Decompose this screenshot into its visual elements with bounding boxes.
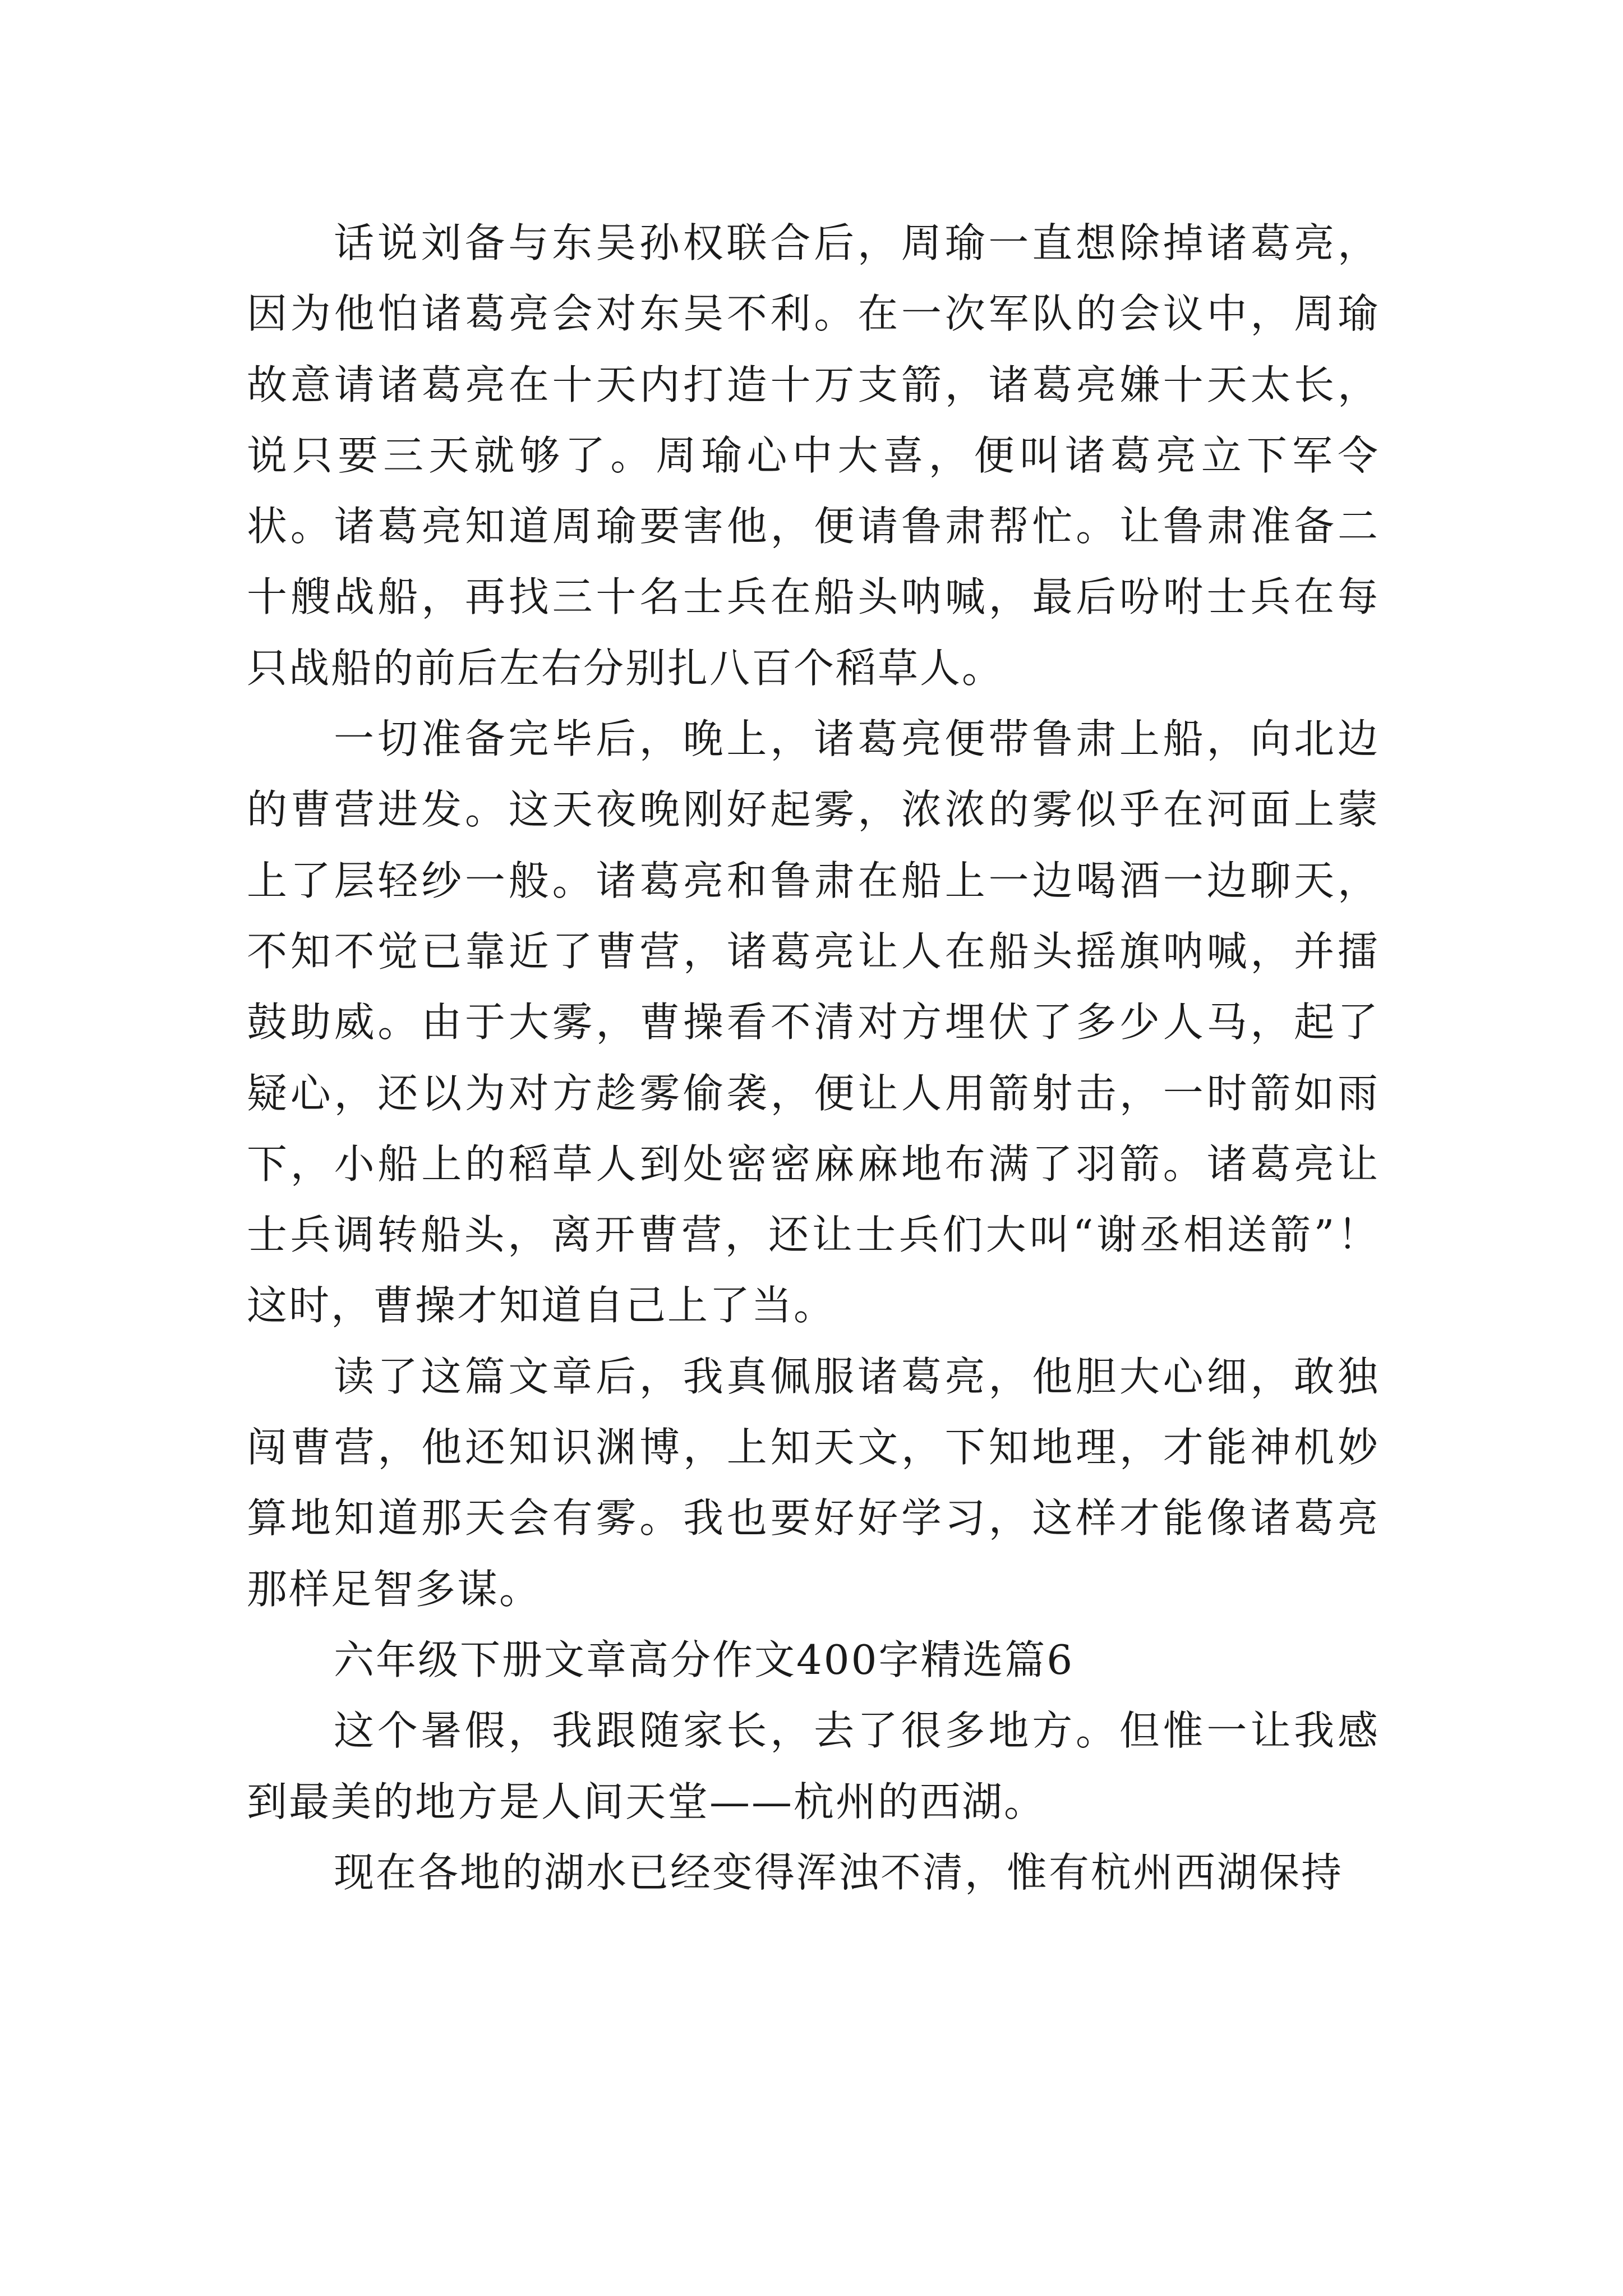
paragraph-2: 一切准备完毕后，晚上，诸葛亮便带鲁肃上船，向北边的曹营进发。这天夜晚刚好起雾，浓浓的雾似乎在河面上蒙上了层轻纱一般。诸葛亮和鲁肃在船上一边喝酒一边聊天，不知不觉已靠近了曹营，诸葛亮让人在船头摇旗呐喊，并擂鼓助威。由于大雾，曹操看不清对方埋伏了多少人马，起了疑心，还以为对方趁雾偷袭，便让人用箭射击，一时箭如雨下，小船上的稻草人到处密密麻麻地布满了羽箭。诸葛亮让士兵调转船头，离开曹营，还让士兵们大叫“谢丞相送箭”！这时，曹操才知道自己上了当。: [247, 715, 1380, 1329]
paragraph-4: 这个暑假，我跟随家长，去了很多地方。但惟一让我感到最美的地方是人间天堂——杭州的西湖。: [247, 1707, 1380, 1825]
paragraph-3: 读了这篇文章后，我真佩服诸葛亮，他胆大心细，敢独闯曹营，他还知识渊博，上知天文，下知地理，才能神机妙算地知道那天会有雾。我也要好好学习，这样才能像诸葛亮那样足智多谋。: [247, 1352, 1380, 1613]
document-body: [247, 208, 1380, 1908]
paragraph-1: 话说刘备与东吴孙权联合后，周瑜一直想除掉诸葛亮，因为他怕诸葛亮会对东吴不利。在一次军队的会议中，周瑜故意请诸葛亮在十天内打造十万支箭，诸葛亮嫌十天太长，说只要三天就够了。周瑜心中大喜，便叫诸葛亮立下军令状。诸葛亮知道周瑜要害他，便请鲁肃帮忙。让鲁肃准备二十艘战船，再找三十名士兵在船头呐喊，最后吩咐士兵在每只战船的前后左右分别扎八百个稻草人。: [247, 219, 1380, 692]
paragraph-5: 现在各地的湖水已经变得浑浊不清，惟有杭州西湖保持: [334, 1848, 1344, 1896]
section-heading: 六年级下册文章高分作文400字精选篇6: [334, 1636, 1075, 1683]
